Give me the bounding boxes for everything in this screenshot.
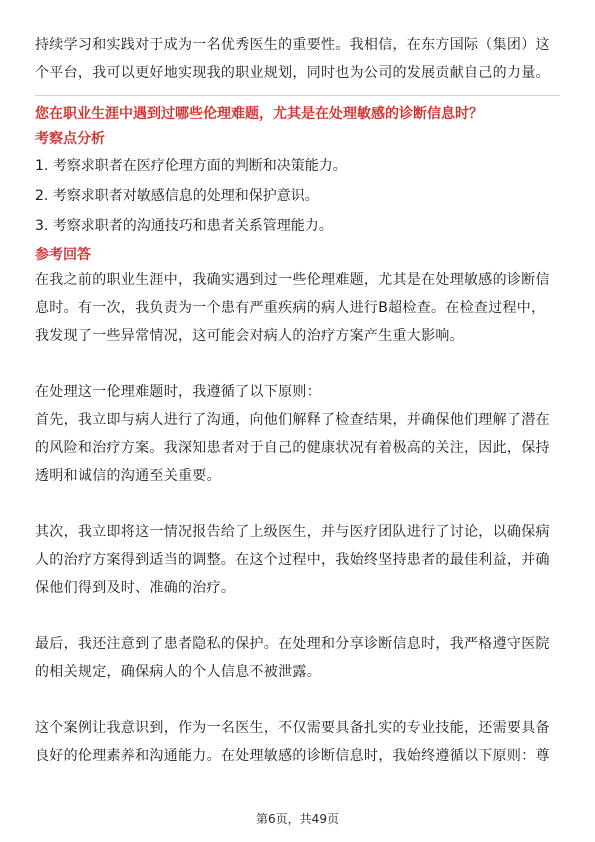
intro-line: 个平台，我可以更好地实现我的职业规划，同时也为公司的发展贡献自己的力量。 [35, 65, 550, 81]
answer-line: 首先，我立即与病人进行了沟通，向他们解释了检查结果，并确保他们理解了潜在 [35, 412, 550, 428]
page-number: 第6页，共49页 [256, 812, 339, 826]
divider [35, 95, 560, 96]
analysis-list [35, 152, 560, 240]
question-heading: 您在职业生涯中遇到过哪些伦理难题，尤其是在处理敏感的诊断信息时？ [35, 106, 483, 122]
answer-line: 其次，我立即将这一情况报告给了上级医生，并与医疗团队进行了讨论，以确保病 [35, 524, 550, 540]
answer-line: 在处理这一伦理难题时，我遵循了以下原则： [35, 384, 321, 400]
answer-line: 良好的伦理素养和沟通能力。在处理敏感的诊断信息时，我始终遵循以下原则：尊 [35, 748, 550, 764]
intro-line: 持续学习和实践对于成为一名优秀医生的重要性。我相信，在东方国际（集团）这 [35, 37, 550, 53]
answer-line: 保他们得到及时、准确的治疗。 [35, 580, 236, 596]
analysis-title: 考察点分析 [35, 131, 105, 147]
answer-line: 息时。有一次，我负责为一个患有严重疾病的病人进行B超检查。在检查过程中， [35, 300, 546, 316]
answer-line: 在我之前的职业生涯中，我确实遇到过一些伦理难题，尤其是在处理敏感的诊断信 [35, 272, 550, 288]
answer-line: 人的治疗方案得到适当的调整。在这个过程中，我始终坚持患者的最佳利益，并确 [35, 552, 550, 568]
answer-line: 这个案例让我意识到，作为一名医生，不仅需要具备扎实的专业技能，还需要具备 [35, 720, 550, 736]
answer-title: 参考回答 [35, 247, 91, 263]
answer-line: 透明和诚信的沟通至关重要。 [35, 468, 221, 484]
answer-line: 的风险和治疗方案。我深知患者对于自己的健康状况有着极高的关注，因此，保持 [35, 440, 550, 456]
list-item: 2. 考察求职者对敏感信息的处理和保护意识。 [35, 188, 319, 204]
list-item: 1. 考察求职者在医疗伦理方面的判断和决策能力。 [35, 158, 347, 174]
list-item: 3. 考察求职者的沟通技巧和患者关系管理能力。 [35, 218, 333, 234]
answer-body [35, 266, 560, 770]
answer-line: 我发现了一些异常情况，这可能会对病人的治疗方案产生重大影响。 [35, 328, 464, 344]
answer-line: 的相关规定，确保病人的个人信息不被泄露。 [35, 664, 321, 680]
answer-line: 最后，我还注意到了患者隐私的保护。在处理和分享诊断信息时，我严格遵守医院 [35, 636, 550, 652]
document-page [35, 0, 560, 770]
intro-paragraph [35, 0, 560, 87]
